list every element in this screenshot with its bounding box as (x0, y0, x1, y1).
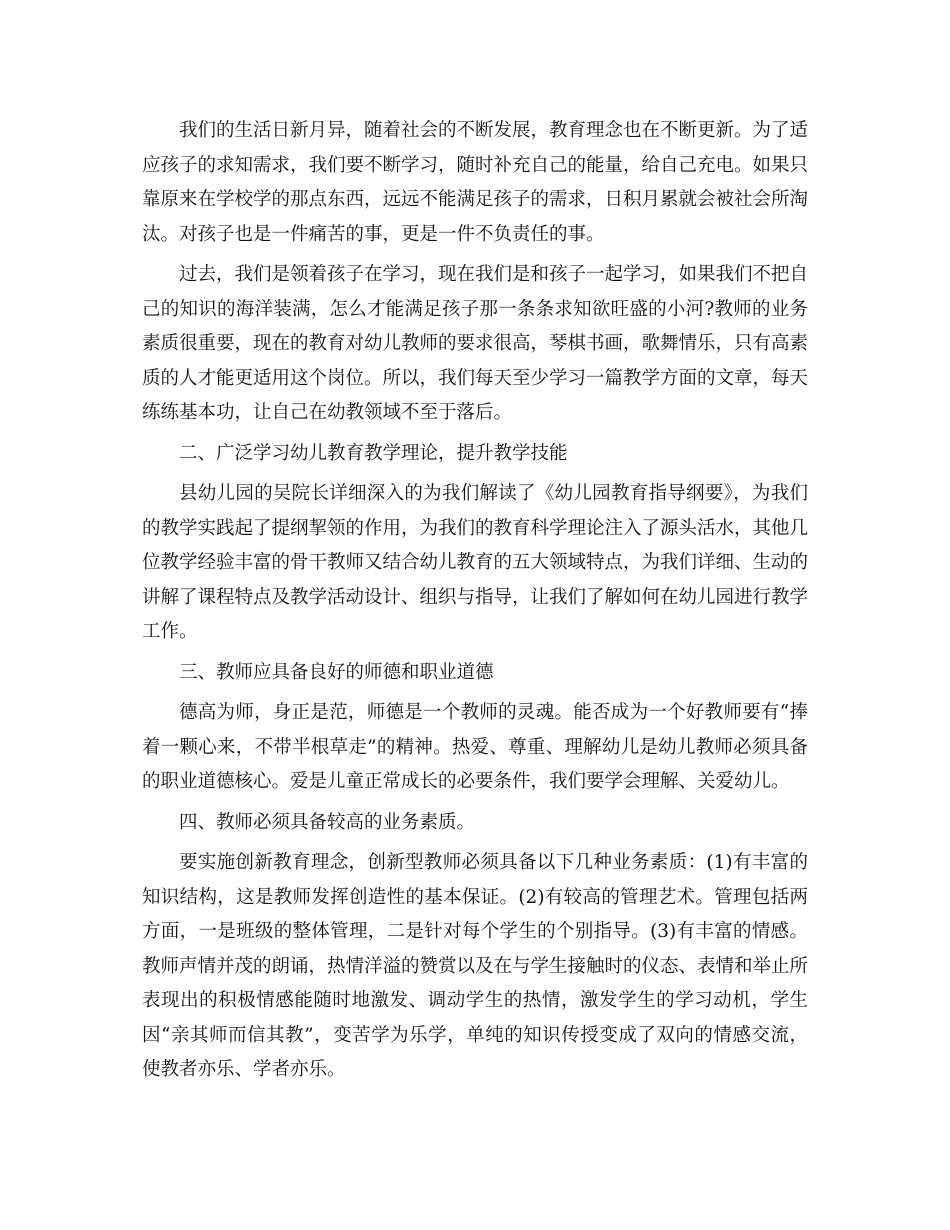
paragraph-ethics: 德高为师，身正是范，师德是一个教师的灵魂。能否成为一个好教师要有“捧着一颗心来，不带半根草走”的精神。热爱、尊重、理解幼儿是幼儿教师必须具备的职业道德核心。爱是儿童正常成长的必要条件，我们要学会理解、关爱幼儿。 (142, 702, 808, 792)
paragraph-theory: 县幼儿园的吴院长详细深入的为我们解读了《幼儿园教育指导纲要》，为我们的教学实践起了提纲挈领的作用，为我们的教育科学理论注入了源头活水，其他几位教学经验丰富的骨干教师又结合幼儿教育的五大领域特点，为我们详细、生动的讲解了课程特点及教学活动设计、组织与指导，让我们了解如何在幼儿园进行教学工作。 (142, 483, 809, 642)
paragraph-professional-quality: 要实施创新教育理念，创新型教师必须具备以下几种业务素质：(1)有丰富的知识结构，这是教师发挥创造性的基本保证。(2)有较高的管理艺术。管理包括两方面，一是班级的整体管理，二是针对每个学生的个别指导。(3)有丰富的情感。教师声情并茂的朗诵，热情洋溢的赞赏以及在与学生接触时的仪态、表情和举止所表现出的积极情感能随时地激发、调动学生的热情，激发学生的学习动机，学生因“亲其师而信其教”，变苦学为乐学，单纯的知识传授变成了双向的情感交流，使教者亦乐、学者亦乐。 (142, 852, 809, 1080)
section-heading-4: 四、教师必须具备较高的业务素质。 (179, 811, 476, 833)
section-heading-3: 三、教师应具备良好的师德和职业道德 (179, 661, 494, 683)
section-heading-2: 二、广泛学习幼儿教育教学理论，提升教学技能 (179, 442, 568, 464)
document-body (142, 114, 808, 1094)
paragraph-learning-together: 过去，我们是领着孩子在学习，现在我们是和孩子一起学习，如果我们不把自己的知识的海洋装满，怎么才能满足孩子那一条条求知欲旺盛的小河?教师的业务素质很重要，现在的教育对幼儿教师的要求很高，琴棋书画，歌舞情乐，只有高素质的人才能更适用这个岗位。所以，我们每天至少学习一篇教学方面的文章，每天练练基本功，让自己在幼教领域不至于落后。 (142, 264, 809, 423)
paragraph-intro-learning: 我们的生活日新月异，随着社会的不断发展，教育理念也在不断更新。为了适应孩子的求知需求，我们要不断学习，随时补充自己的能量，给自己充电。如果只靠原来在学校学的那点东西，远远不能满足孩子的需求，日积月累就会被社会所淘汰。对孩子也是一件痛苦的事，更是一件不负责任的事。 (142, 120, 809, 245)
